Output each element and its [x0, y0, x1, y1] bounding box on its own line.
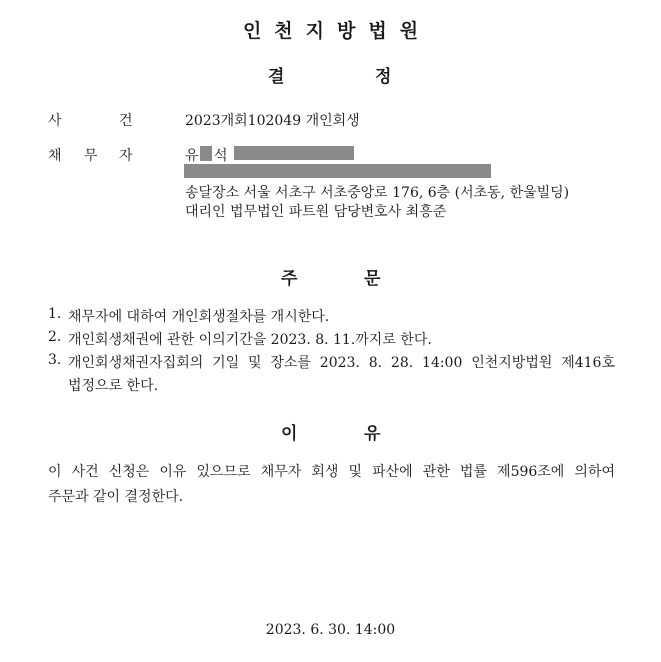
item-3-text: 개인회생채권자집회의 기일 및 장소를 2023. 8. 28. 14:00 인천지방법원 제416호 — [68, 355, 615, 371]
redaction-id — [234, 146, 354, 160]
main-text-heading-char-1: 주 — [281, 269, 298, 289]
debtor-name-last: 석 — [214, 148, 228, 164]
reason-line-2: 주문과 같이 결정한다. — [48, 489, 184, 505]
item-2-num: 2. — [48, 329, 62, 345]
service-address: 송달장소 서울 서초구 서초중앙로 176, 6층 (서초동, 한울빌딩) — [185, 185, 570, 201]
case-number: 2023개회102049 개인회생 — [185, 113, 360, 129]
item-2-text: 개인회생채권에 관한 이의기간을 2023. 8. 11.까지로 한다. — [68, 332, 432, 348]
item-1-num: 1. — [48, 306, 62, 322]
item-3-num: 3. — [48, 352, 62, 368]
debtor-label-char-2: 무 — [84, 148, 98, 164]
reason-heading-char-1: 이 — [281, 424, 298, 444]
reason-line-1: 이 사건 신청은 이유 있으므로 채무자 회생 및 파산에 관한 법률 제596조에 의하여 — [48, 464, 615, 480]
case-label-char-1: 사 — [48, 113, 62, 129]
court-name: 인천지방법원 — [242, 20, 432, 42]
debtor-label-char-1: 채 — [48, 148, 62, 164]
decision-title-char-2: 정 — [375, 67, 392, 87]
decision-title-char-1: 결 — [268, 67, 285, 87]
debtor-name-first: 유 — [185, 148, 199, 164]
redaction-name — [200, 146, 212, 161]
decision-date: 2023. 6. 30. 14:00 — [265, 622, 396, 638]
legal-agent: 대리인 법무법인 파트원 담당변호사 최흥준 — [185, 204, 447, 220]
redaction-address — [184, 164, 491, 178]
item-1-text: 채무자에 대하여 개인회생절차를 개시한다. — [68, 309, 330, 325]
main-text-heading-char-2: 문 — [364, 269, 381, 289]
item-3-continuation: 법정으로 한다. — [68, 378, 159, 394]
reason-heading-char-2: 유 — [364, 424, 381, 444]
debtor-label-char-3: 자 — [119, 148, 133, 164]
case-label-char-2: 건 — [119, 113, 133, 129]
